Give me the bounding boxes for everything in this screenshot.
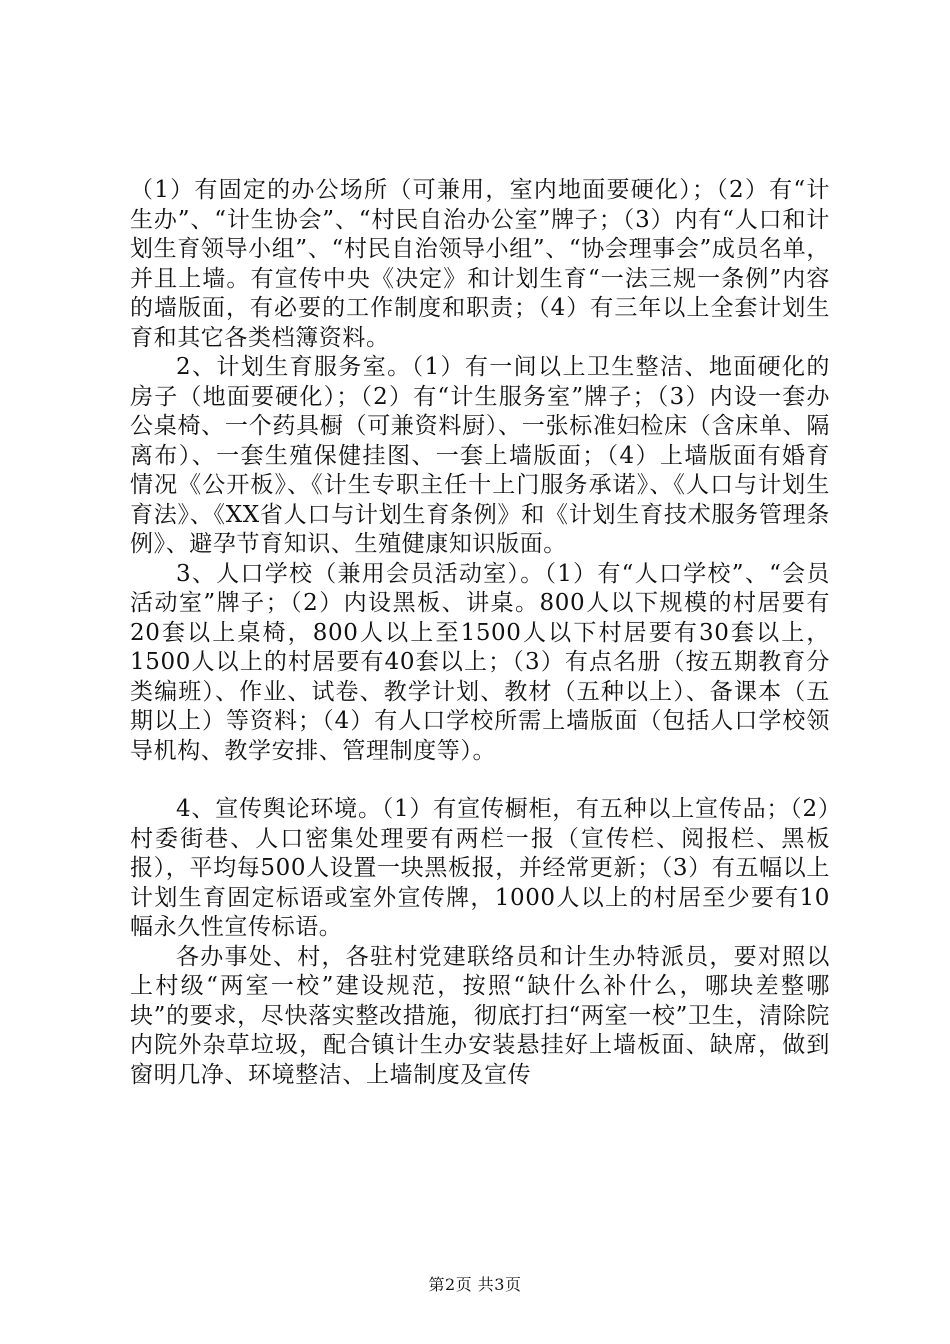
paragraph-service-room: 2、计划生育服务室。（1）有一间以上卫生整洁、地面硬化的房子（地面要硬化）；（2）有“计生服务室”牌子；（3）内设一套办公桌椅、一个药具橱（可兼资料厨）、一张标准妇检床（含床单、隔离布）、一套生殖保健挂图、一套上墙版面；（4）上墙版面有婚育情况《公开板》、《计生专职主任十上门服务承诺》、《人口与计划生育法》、《XX省人口与计划生育条例》和《计划生育技术服务管理条例》、避孕节育知识、生殖健康知识版面。 <box>130 354 830 557</box>
page-footer: 第2页 共3页 <box>428 1275 522 1294</box>
paragraph-population-school: 3、人口学校（兼用会员活动室）。（1）有“人口学校”、“会员活动室”牌子；（2）内设黑板、讲桌。800人以下规模的村居要有20套以上桌椅，800人以上至1500人以下村居要有30套以上，1500人以上的村居要有40套以上；（3）有点名册（按五期教育分类编班）、作业、试卷、教学计划、教材（五种以上）、备课本（五期以上）等资料；（4）有人口学校所需上墙版面（包括人口学校领导机构、教学安排、管理制度等）。 <box>130 560 830 764</box>
paragraph-rectification-instructions: 各办事处、村，各驻村党建联络员和计生办特派员，要对照以上村级“两室一校”建设规范，按照“缺什么补什么，哪块差整哪块”的要求，尽快落实整改措施，彻底打扫“两室一校”卫生，清除院内院外杂草垃圾，配合镇计生办安装悬挂好上墙板面、缺席，做到窗明几净、环境整洁、上墙制度及宣传 <box>130 943 830 1088</box>
paragraph-office-requirements: （1）有固定的办公场所（可兼用，室内地面要硬化）；（2）有“计生办”、“计生协会”、“村民自治办公室”牌子；（3）内有“人口和计划生育领导小组”、“村民自治领导小组”、“协会理事会”成员名单，并且上墙。有宣传中央《决定》和计划生育“一法三规一条例”内容的墙版面，有必要的工作制度和职责；（4）有三年以上全套计划生育和其它各类档簿资料。 <box>130 177 830 351</box>
document-body <box>130 176 830 1090</box>
paragraph-publicity-environment: 4、宣传舆论环境。（1）有宣传橱柜，有五种以上宣传品；（2）村委街巷、人口密集处理要有两栏一报（宣传栏、阅报栏、黑板报），平均每500人设置一块黑板报，并经常更新；（3）有五幅以上计划生育固定标语或室外宣传牌，1000人以上的村居至少要有10幅永久性宣传标语。 <box>130 796 830 940</box>
